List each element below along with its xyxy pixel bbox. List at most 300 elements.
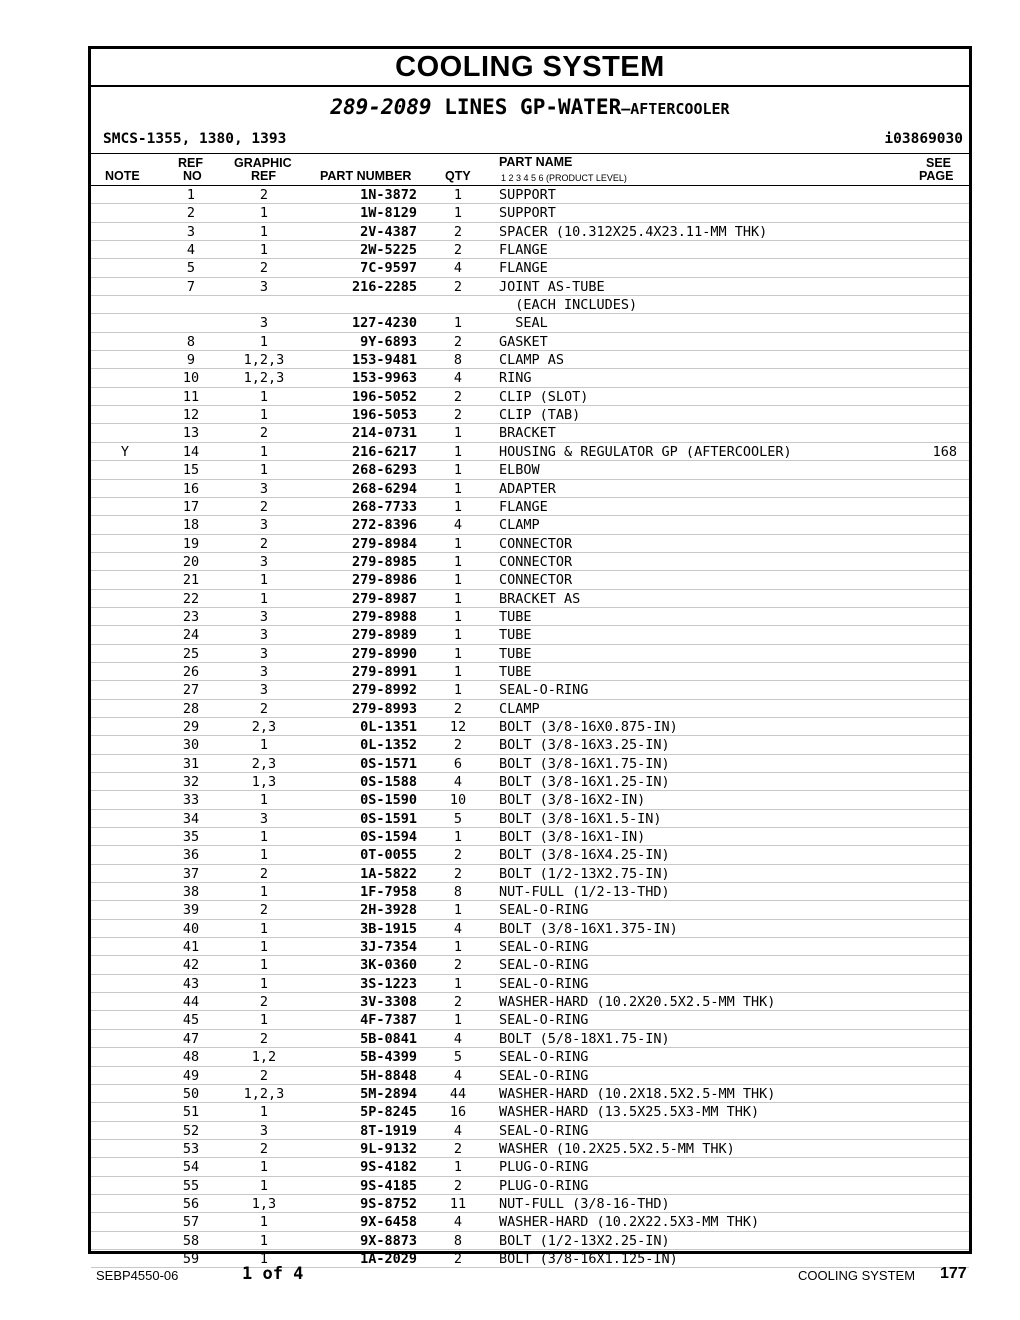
table-row <box>91 333 969 351</box>
table-row <box>91 975 969 993</box>
ref-no-cell: 28 <box>182 700 200 717</box>
ref-no-cell: 3 <box>186 223 196 240</box>
table-row <box>91 718 969 736</box>
ref-no-cell: 7 <box>186 278 196 295</box>
graphic-ref-cell: 2 <box>259 535 269 552</box>
qty-cell: 1 <box>453 498 463 515</box>
qty-cell: 1 <box>453 975 463 992</box>
graphic-ref-cell: 3 <box>259 517 269 534</box>
graphic-ref-cell: 2 <box>259 425 269 442</box>
graphic-ref-cell: 1 <box>259 462 269 479</box>
part-name-cell: CONNECTOR <box>499 553 573 570</box>
part-name-cell: BOLT (3/8-16X1.25-IN) <box>499 774 670 790</box>
page-of: 1 of 4 <box>242 1264 304 1284</box>
ref-no-cell: 43 <box>182 975 200 992</box>
part-name-cell: TUBE <box>499 608 532 625</box>
table-row <box>91 645 969 663</box>
qty-cell: 1 <box>453 663 463 680</box>
group-title <box>91 87 969 125</box>
graphic-ref-cell: 1 <box>259 829 269 846</box>
part-number-cell: 279-8991 <box>351 663 417 680</box>
part-name-cell: SUPPORT <box>499 205 556 222</box>
table-row <box>91 1122 969 1140</box>
part-number-cell: 1A-2029 <box>360 1250 417 1267</box>
graphic-ref-cell: 1 <box>259 975 269 992</box>
graphic-ref-cell: 1 <box>259 847 269 864</box>
graphic-ref-cell: 1 <box>259 205 269 222</box>
part-number-cell: 279-8987 <box>351 590 417 607</box>
qty-cell: 1 <box>453 572 463 589</box>
part-name-cell: JOINT AS-TUBE <box>499 278 605 295</box>
graphic-ref-cell: 1 <box>259 1159 269 1176</box>
ref-no-cell: 42 <box>182 957 200 974</box>
qty-cell: 8 <box>453 1232 463 1249</box>
ref-no-cell: 49 <box>182 1067 200 1084</box>
part-number-cell: 4F-7387 <box>360 1012 417 1029</box>
table-row <box>91 351 969 369</box>
graphic-ref-cell: 1 <box>259 884 269 901</box>
part-name-cell: HOUSING & REGULATOR GP (AFTERCOOLER) <box>499 443 792 460</box>
ref-no-cell: 27 <box>182 682 200 699</box>
part-number-cell: 0S-1591 <box>360 810 417 827</box>
table-row <box>91 1177 969 1195</box>
note-cell: Y <box>120 443 130 460</box>
part-name-cell: SEAL-O-RING <box>499 902 589 919</box>
graphic-ref-cell: 3 <box>259 608 269 625</box>
part-number-cell: 9Y-6893 <box>360 333 417 350</box>
part-name-cell: (EACH INCLUDES) <box>499 297 638 314</box>
part-name-cell: PLUG-O-RING <box>499 1159 589 1176</box>
graphic-ref-cell: 2 <box>259 1030 269 1047</box>
graphic-ref-cell: 2,3 <box>251 718 277 735</box>
part-number-cell: 5H-8848 <box>360 1067 417 1084</box>
part-number-cell: 0L-1352 <box>360 737 417 754</box>
graphic-ref-cell: 1 <box>259 1177 269 1194</box>
part-number-cell: 0S-1588 <box>360 774 417 790</box>
group-name: LINES GP-WATER <box>444 95 622 119</box>
graphic-ref-cell: 1 <box>259 590 269 607</box>
part-number-cell: 2V-4387 <box>360 223 417 240</box>
graphic-ref-cell: 1 <box>259 957 269 974</box>
part-name-cell: CONNECTOR <box>499 535 573 552</box>
table-row <box>91 461 969 479</box>
part-number-cell: 196-5052 <box>351 388 417 405</box>
qty-cell: 5 <box>453 1049 463 1066</box>
part-name-cell: SEAL-O-RING <box>499 1122 589 1139</box>
table-row <box>91 241 969 259</box>
table-row <box>91 296 969 314</box>
ref-no-cell: 54 <box>182 1159 200 1176</box>
part-name-cell: SEAL-O-RING <box>499 1012 589 1029</box>
part-number-cell: 5B-4399 <box>360 1049 417 1066</box>
section-title: COOLING SYSTEM <box>91 49 969 87</box>
page-number: 177 <box>940 1265 967 1282</box>
qty-cell: 12 <box>449 718 467 735</box>
part-name-cell: SEAL-O-RING <box>499 957 589 974</box>
qty-cell: 44 <box>449 1085 467 1102</box>
part-number-cell: 5M-2894 <box>360 1085 417 1102</box>
table-row <box>91 553 969 571</box>
col-graphic-bottom: REF <box>251 169 276 183</box>
see-page-cell: 168 <box>932 443 957 460</box>
part-number-cell: 279-8988 <box>351 608 417 625</box>
graphic-ref-cell: 2 <box>259 865 269 882</box>
ref-no-cell: 22 <box>182 590 200 607</box>
part-number-cell: 214-0731 <box>351 425 417 442</box>
table-row <box>91 920 969 938</box>
graphic-ref-cell: 1 <box>259 388 269 405</box>
table-row <box>91 1232 969 1250</box>
part-number-cell: 9S-4185 <box>360 1177 417 1194</box>
graphic-ref-cell: 1 <box>259 920 269 937</box>
ref-no-cell: 56 <box>182 1195 200 1212</box>
qty-cell: 1 <box>453 315 463 332</box>
qty-cell: 2 <box>453 223 463 240</box>
ref-no-cell: 34 <box>182 810 200 827</box>
page-footer <box>0 1258 1020 1298</box>
qty-cell: 2 <box>453 407 463 424</box>
graphic-ref-cell: 1 <box>259 737 269 754</box>
table-row <box>91 1048 969 1066</box>
table-row <box>91 1011 969 1029</box>
col-see-bottom: PAGE <box>919 169 954 183</box>
qty-cell: 1 <box>453 480 463 497</box>
graphic-ref-cell: 3 <box>259 480 269 497</box>
table-row <box>91 314 969 332</box>
part-name-cell: GASKET <box>499 333 548 350</box>
part-number-cell: 0S-1571 <box>360 755 417 772</box>
table-row <box>91 259 969 277</box>
part-name-cell: BOLT (3/8-16X1.5-IN) <box>499 810 662 827</box>
ref-no-cell: 21 <box>182 572 200 589</box>
graphic-ref-cell: 2 <box>259 700 269 717</box>
graphic-ref-cell: 2 <box>259 498 269 515</box>
part-name-cell: TUBE <box>499 663 532 680</box>
table-row <box>91 498 969 516</box>
ref-no-cell: 52 <box>182 1122 200 1139</box>
part-number-cell: 0S-1594 <box>360 829 417 846</box>
qty-cell: 2 <box>453 700 463 717</box>
graphic-ref-cell: 3 <box>259 1122 269 1139</box>
qty-cell: 1 <box>453 1159 463 1176</box>
qty-cell: 8 <box>453 352 463 369</box>
ref-no-cell: 51 <box>182 1104 200 1121</box>
qty-cell: 5 <box>453 810 463 827</box>
table-row <box>91 516 969 534</box>
part-number-cell: 2W-5225 <box>360 242 417 259</box>
qty-cell: 10 <box>449 792 467 809</box>
part-number-cell: 9X-8873 <box>360 1232 417 1249</box>
qty-cell: 4 <box>453 370 463 387</box>
table-row <box>91 1030 969 1048</box>
graphic-ref-cell: 2 <box>259 902 269 919</box>
graphic-ref-cell: 2 <box>259 1067 269 1084</box>
parts-list-frame <box>88 46 972 1267</box>
qty-cell: 1 <box>453 682 463 699</box>
ref-no-cell: 29 <box>182 718 200 735</box>
part-name-cell: SEAL-O-RING <box>499 939 589 956</box>
ref-no-cell: 18 <box>182 517 200 534</box>
table-row <box>91 278 969 296</box>
parts-table-body <box>91 186 969 1268</box>
graphic-ref-cell: 1 <box>259 1232 269 1249</box>
part-name-cell: ELBOW <box>499 462 540 479</box>
part-name-cell: SEAL <box>499 315 548 332</box>
ref-no-cell: 2 <box>186 205 196 222</box>
graphic-ref-cell: 3 <box>259 663 269 680</box>
qty-cell: 1 <box>453 205 463 222</box>
table-row <box>91 369 969 387</box>
table-row <box>91 791 969 809</box>
ref-no-cell: 36 <box>182 847 200 864</box>
part-name-cell: CLAMP <box>499 700 540 717</box>
document-number: SEBP4550-06 <box>96 1268 179 1283</box>
part-name-cell: CLAMP <box>499 517 540 534</box>
part-name-cell: SEAL-O-RING <box>499 975 589 992</box>
graphic-ref-cell: 2 <box>259 187 269 203</box>
qty-cell: 2 <box>453 333 463 350</box>
qty-cell: 2 <box>453 388 463 405</box>
part-name-cell: BOLT (3/8-16X2-IN) <box>499 792 646 809</box>
table-row <box>91 1103 969 1121</box>
part-name-cell: BOLT (3/8-16X3.25-IN) <box>499 737 670 754</box>
ref-no-cell: 17 <box>182 498 200 515</box>
part-number-cell: 268-7733 <box>351 498 417 515</box>
col-part-name: PART NAME <box>499 155 573 169</box>
graphic-ref-cell: 3 <box>259 682 269 699</box>
part-number-cell: 0T-0055 <box>360 847 417 864</box>
part-number-cell: 196-5053 <box>351 407 417 424</box>
part-name-cell: FLANGE <box>499 242 548 259</box>
col-product-levels: 1 2 3 4 5 6 (PRODUCT LEVEL) <box>501 173 627 183</box>
part-name-cell: TUBE <box>499 627 532 644</box>
table-row <box>91 626 969 644</box>
graphic-ref-cell: 1 <box>259 223 269 240</box>
ref-no-cell: 59 <box>182 1250 200 1267</box>
table-row <box>91 590 969 608</box>
ref-no-cell: 38 <box>182 884 200 901</box>
table-row <box>91 755 969 773</box>
part-number-cell: 5P-8245 <box>360 1104 417 1121</box>
ref-no-cell: 9 <box>186 352 196 369</box>
ref-no-cell: 45 <box>182 1012 200 1029</box>
part-name-cell: SUPPORT <box>499 187 556 203</box>
ref-no-cell: 55 <box>182 1177 200 1194</box>
graphic-ref-cell: 1,2,3 <box>243 352 285 369</box>
qty-cell: 8 <box>453 884 463 901</box>
ref-no-cell: 57 <box>182 1214 200 1231</box>
part-number-cell: 3S-1223 <box>360 975 417 992</box>
part-number-cell: 5B-0841 <box>360 1030 417 1047</box>
part-name-cell: BOLT (1/2-13X2.75-IN) <box>499 865 670 882</box>
ref-no-cell: 31 <box>182 755 200 772</box>
ref-no-cell: 20 <box>182 553 200 570</box>
table-row <box>91 700 969 718</box>
qty-cell: 1 <box>453 645 463 662</box>
qty-cell: 11 <box>449 1195 467 1212</box>
part-number-cell: 1W-8129 <box>360 205 417 222</box>
graphic-ref-cell: 3 <box>259 810 269 827</box>
graphic-ref-cell: 1,2,3 <box>243 370 285 387</box>
part-name-cell: WASHER-HARD (13.5X25.5X3-MM THK) <box>499 1104 760 1121</box>
qty-cell: 2 <box>453 1250 463 1267</box>
part-name-cell: WASHER (10.2X25.5X2.5-MM THK) <box>499 1140 735 1157</box>
part-name-cell: BOLT (3/8-16X1.75-IN) <box>499 755 670 772</box>
qty-cell: 4 <box>453 1214 463 1231</box>
graphic-ref-cell: 1 <box>259 792 269 809</box>
graphic-ref-cell: 2 <box>259 994 269 1011</box>
table-row <box>91 388 969 406</box>
part-number-cell: 3B-1915 <box>360 920 417 937</box>
qty-cell: 1 <box>453 553 463 570</box>
part-name-cell: FLANGE <box>499 260 548 277</box>
table-row <box>91 480 969 498</box>
qty-cell: 1 <box>453 902 463 919</box>
part-number-cell: 216-2285 <box>351 278 417 295</box>
ref-no-cell: 26 <box>182 663 200 680</box>
table-row <box>91 938 969 956</box>
ref-no-cell: 37 <box>182 865 200 882</box>
graphic-ref-cell: 1 <box>259 1104 269 1121</box>
graphic-ref-cell: 2,3 <box>251 755 277 772</box>
part-name-cell: SEAL-O-RING <box>499 1067 589 1084</box>
qty-cell: 4 <box>453 517 463 534</box>
qty-cell: 1 <box>453 187 463 203</box>
ref-no-cell: 4 <box>186 242 196 259</box>
qty-cell: 1 <box>453 590 463 607</box>
ref-no-cell: 8 <box>186 333 196 350</box>
qty-cell: 2 <box>453 242 463 259</box>
part-number-cell: 153-9963 <box>351 370 417 387</box>
part-name-cell: NUT-FULL (1/2-13-THD) <box>499 884 670 901</box>
part-number-cell: 127-4230 <box>351 315 417 332</box>
qty-cell: 16 <box>449 1104 467 1121</box>
part-number-cell: 1A-5822 <box>360 865 417 882</box>
col-ref-bottom: NO <box>183 169 202 183</box>
qty-cell: 6 <box>453 755 463 772</box>
part-number-cell: 3V-3308 <box>360 994 417 1011</box>
table-row <box>91 773 969 791</box>
qty-cell: 2 <box>453 278 463 295</box>
part-name-cell: BRACKET AS <box>499 590 581 607</box>
smcs-line <box>91 125 969 154</box>
part-name-cell: BOLT (3/8-16X4.25-IN) <box>499 847 670 864</box>
qty-cell: 2 <box>453 865 463 882</box>
col-note: NOTE <box>105 169 140 183</box>
graphic-ref-cell: 1,2 <box>251 1049 277 1066</box>
qty-cell: 1 <box>453 939 463 956</box>
ref-no-cell: 25 <box>182 645 200 662</box>
part-name-cell: WASHER-HARD (10.2X22.5X3-MM THK) <box>499 1214 760 1231</box>
table-row <box>91 1085 969 1103</box>
table-row <box>91 424 969 442</box>
graphic-ref-cell: 1,3 <box>251 774 277 790</box>
ref-no-cell: 32 <box>182 774 200 790</box>
part-name-cell: CLIP (SLOT) <box>499 388 589 405</box>
part-number-cell: 279-8990 <box>351 645 417 662</box>
graphic-ref-cell: 3 <box>259 315 269 332</box>
ref-no-cell: 50 <box>182 1085 200 1102</box>
col-graphic-top: GRAPHIC <box>234 156 292 170</box>
ref-no-cell: 24 <box>182 627 200 644</box>
table-row <box>91 1067 969 1085</box>
table-row <box>91 681 969 699</box>
ref-no-cell: 40 <box>182 920 200 937</box>
graphic-ref-cell: 3 <box>259 553 269 570</box>
qty-cell: 4 <box>453 774 463 790</box>
part-number-cell: 1F-7958 <box>360 884 417 901</box>
table-row <box>91 993 969 1011</box>
illustration-id: i03869030 <box>884 131 963 147</box>
ref-no-cell: 14 <box>182 443 200 460</box>
ref-no-cell: 47 <box>182 1030 200 1047</box>
graphic-ref-cell: 1 <box>259 1012 269 1029</box>
part-number-cell: 0S-1590 <box>360 792 417 809</box>
part-number-cell: 153-9481 <box>351 352 417 369</box>
col-part-number: PART NUMBER <box>320 169 412 183</box>
table-row <box>91 846 969 864</box>
table-row <box>91 223 969 241</box>
ref-no-cell: 11 <box>182 388 200 405</box>
ref-no-cell: 23 <box>182 608 200 625</box>
ref-no-cell: 35 <box>182 829 200 846</box>
qty-cell: 1 <box>453 443 463 460</box>
ref-no-cell: 5 <box>186 260 196 277</box>
qty-cell: 4 <box>453 260 463 277</box>
part-name-cell: BOLT (5/8-18X1.75-IN) <box>499 1030 670 1047</box>
part-number-cell: 279-8984 <box>351 535 417 552</box>
column-headers <box>91 154 969 186</box>
ref-no-cell: 16 <box>182 480 200 497</box>
part-name-cell: BOLT (3/8-16X1.125-IN) <box>499 1250 678 1267</box>
part-name-cell: BRACKET <box>499 425 556 442</box>
part-name-cell: WASHER-HARD (10.2X18.5X2.5-MM THK) <box>499 1085 776 1102</box>
qty-cell: 1 <box>453 425 463 442</box>
col-see-top: SEE <box>926 156 952 170</box>
table-row <box>91 608 969 626</box>
graphic-ref-cell: 1 <box>259 443 269 460</box>
qty-cell: 4 <box>453 1122 463 1139</box>
footer-section: COOLING SYSTEM <box>798 1268 916 1283</box>
table-row <box>91 186 969 204</box>
part-name-cell: SEAL-O-RING <box>499 682 589 699</box>
qty-cell: 1 <box>453 829 463 846</box>
ref-no-cell: 58 <box>182 1232 200 1249</box>
part-name-cell: CONNECTOR <box>499 572 573 589</box>
qty-cell: 1 <box>453 1012 463 1029</box>
graphic-ref-cell: 1 <box>259 572 269 589</box>
part-name-cell: NUT-FULL (3/8-16-THD) <box>499 1195 670 1212</box>
part-name-cell: BOLT (3/8-16X0.875-IN) <box>499 718 678 735</box>
part-name-cell: SEAL-O-RING <box>499 1049 589 1066</box>
part-number-cell: 9S-4182 <box>360 1159 417 1176</box>
qty-cell: 1 <box>453 627 463 644</box>
part-number-cell: 268-6294 <box>351 480 417 497</box>
table-row <box>91 883 969 901</box>
graphic-ref-cell: 2 <box>259 1140 269 1157</box>
graphic-ref-cell: 1 <box>259 407 269 424</box>
ref-no-cell: 10 <box>182 370 200 387</box>
part-number-cell: 268-6293 <box>351 462 417 479</box>
graphic-ref-cell: 1 <box>259 242 269 259</box>
ref-no-cell: 13 <box>182 425 200 442</box>
graphic-ref-cell: 1,3 <box>251 1195 277 1212</box>
table-row <box>91 828 969 846</box>
qty-cell: 4 <box>453 1067 463 1084</box>
graphic-ref-cell: 1 <box>259 1250 269 1267</box>
ref-no-cell: 41 <box>182 939 200 956</box>
graphic-ref-cell: 1 <box>259 939 269 956</box>
